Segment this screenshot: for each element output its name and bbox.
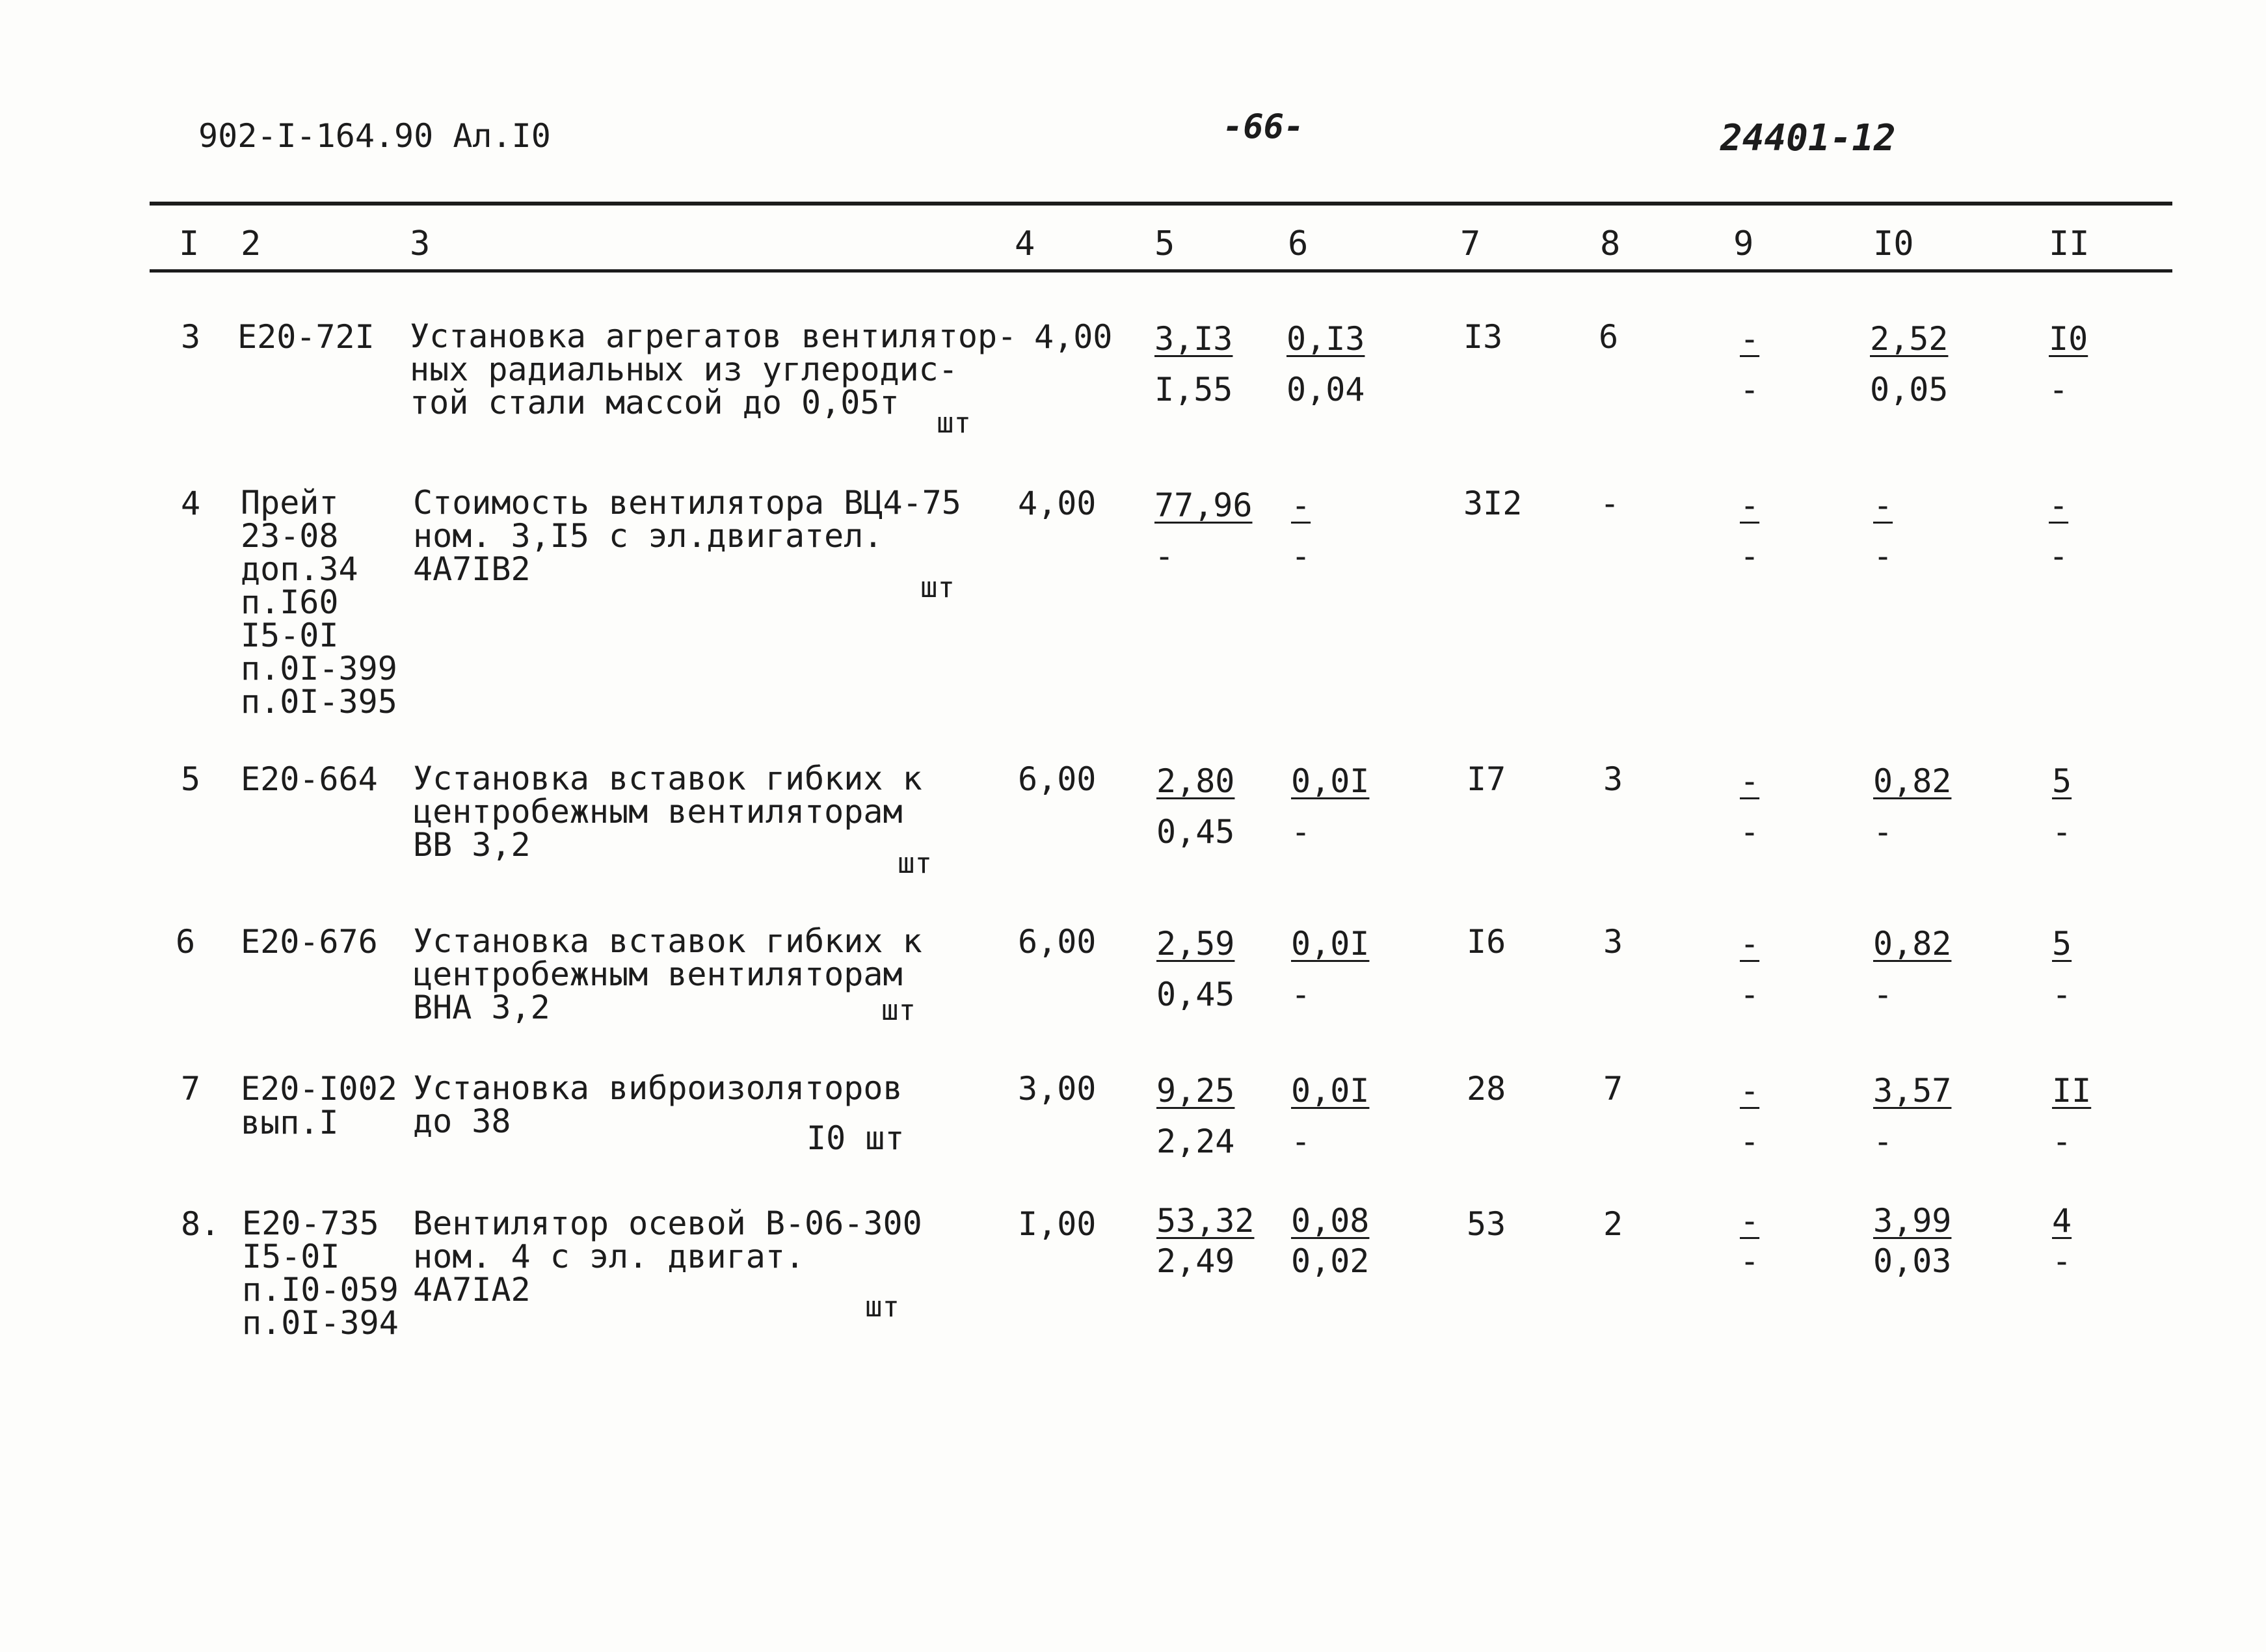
col9-values: - - bbox=[1740, 320, 1760, 408]
work-description: Установка вставок гибких к центробежным вентиляторам ВВ 3,2 bbox=[413, 760, 922, 864]
col11-values: - - bbox=[2049, 486, 2069, 575]
col9-values: - - bbox=[1740, 762, 1760, 851]
col5-values: $\frac{2,59}{0,45}$ bbox=[1156, 925, 1235, 1013]
column-number: I bbox=[179, 224, 200, 263]
quantity: 3,00 bbox=[1018, 1070, 1097, 1108]
document-code: 902-I-164.90 Ал.I0 bbox=[198, 117, 551, 155]
col10-values: $\frac{2,52}{0,05}$ bbox=[1870, 320, 1949, 408]
col5-values: $\frac{9,25}{2,24}$ bbox=[1156, 1072, 1235, 1160]
table-top-rule bbox=[150, 202, 2172, 206]
col6-values: 0,0I - bbox=[1291, 925, 1370, 1013]
col6-values: $\frac{0,I3}{0,04}$ bbox=[1286, 320, 1365, 408]
col11-values: 5 - bbox=[2052, 762, 2072, 851]
rate-code: Е20-I002 вып.I bbox=[241, 1070, 397, 1141]
work-description: Установка виброизоляторов до 38 bbox=[413, 1069, 903, 1140]
col7-value: I6 bbox=[1467, 923, 1506, 961]
rate-code: Прейт 23-08 доп.34 п.I60 I5-0I п.0I-399 п.0I-395 bbox=[241, 484, 397, 721]
col11-values: 4 - bbox=[2052, 1202, 2072, 1280]
row-number: 3 bbox=[181, 318, 201, 356]
col7-value: I7 bbox=[1467, 760, 1506, 798]
unit-of-measure: шт bbox=[881, 994, 916, 1027]
work-description: Вентилятор осевой В-06-300 ном. 4 с эл. двигат. 4А7IА2 bbox=[413, 1205, 922, 1309]
column-number: 7 bbox=[1460, 224, 1481, 263]
col10-values: - - bbox=[1873, 486, 1893, 575]
row-number: 8. bbox=[181, 1205, 220, 1243]
rate-code: Е20-72I bbox=[237, 318, 375, 356]
col7-value: I3 bbox=[1463, 318, 1503, 356]
col5-values: 77,96 - bbox=[1154, 486, 1253, 575]
col10-values: 3,57 - bbox=[1873, 1072, 1952, 1160]
rate-code: Е20-676 bbox=[241, 923, 378, 961]
unit-of-measure: шт bbox=[920, 571, 955, 604]
unit-of-measure: шт bbox=[865, 1290, 900, 1324]
col6-values: 0,0I - bbox=[1291, 1072, 1370, 1160]
page-number: -66- bbox=[1223, 107, 1305, 146]
col10-values: 0,82 - bbox=[1873, 925, 1952, 1013]
column-number: 4 bbox=[1015, 224, 1035, 263]
work-description: Стоимость вентилятора ВЦ4-75 ном. 3,I5 с эл.двигател. 4А7IВ2 bbox=[413, 484, 961, 588]
column-number: 5 bbox=[1154, 224, 1175, 263]
column-number: II bbox=[2049, 224, 2090, 263]
col5-values: $\frac{53,32}{2,49}$ bbox=[1156, 1202, 1255, 1280]
col8-value: 6 bbox=[1599, 318, 1619, 356]
unit-of-measure: I0 шт bbox=[806, 1119, 905, 1157]
col11-values: 5 - bbox=[2052, 925, 2072, 1013]
column-number: 2 bbox=[241, 224, 261, 263]
col7-value: 53 bbox=[1467, 1205, 1506, 1243]
col11-values: II - bbox=[2052, 1072, 2092, 1160]
unit-of-measure: шт bbox=[937, 406, 971, 440]
row-number: 4 bbox=[181, 485, 201, 522]
quantity: I,00 bbox=[1018, 1205, 1097, 1243]
col11-values: I0 - bbox=[2049, 320, 2088, 408]
sheet-code: 24401-12 bbox=[1720, 117, 1896, 159]
col8-value: 7 bbox=[1603, 1070, 1623, 1108]
unit-of-measure: шт bbox=[898, 847, 932, 880]
col10-values: $\frac{3,99}{0,03}$ bbox=[1873, 1202, 1952, 1280]
rate-code: Е20-664 bbox=[241, 760, 378, 798]
col6-values: 0,0I - bbox=[1291, 762, 1370, 851]
work-description: Установка агрегатов вентилятор- ных радиальных из углеродис- той стали массой до 0,05т bbox=[410, 317, 1017, 421]
col9-values: - - bbox=[1740, 1072, 1760, 1160]
col5-values: $\frac{2,80}{0,45}$ bbox=[1156, 762, 1235, 851]
work-description: Установка вставок гибких к центробежным вентиляторам ВНА 3,2 bbox=[413, 922, 922, 1026]
column-number: 6 bbox=[1288, 224, 1309, 263]
col6-values: - - bbox=[1291, 486, 1311, 575]
quantity: 6,00 bbox=[1018, 923, 1097, 961]
col8-value: 3 bbox=[1603, 923, 1623, 961]
quantity: 6,00 bbox=[1018, 760, 1097, 798]
row-number: 6 bbox=[176, 923, 196, 961]
column-number: I0 bbox=[1873, 224, 1914, 263]
col8-value: 2 bbox=[1603, 1205, 1623, 1243]
col6-values: $\frac{0,08}{0,02}$ bbox=[1291, 1202, 1370, 1280]
rate-code: Е20-735 I5-0I п.I0-059 п.0I-394 bbox=[242, 1205, 399, 1342]
col9-values: - - bbox=[1740, 1202, 1760, 1280]
col5-values: $\frac{3,I3}{I,55}$ bbox=[1154, 320, 1233, 408]
quantity: 4,00 bbox=[1034, 318, 1113, 356]
column-number: 3 bbox=[410, 224, 431, 263]
col7-value: 3I2 bbox=[1463, 485, 1523, 522]
row-number: 5 bbox=[181, 760, 201, 798]
col10-values: 0,82 - bbox=[1873, 762, 1952, 851]
row-number: 7 bbox=[181, 1070, 201, 1108]
col7-value: 28 bbox=[1467, 1070, 1506, 1108]
col9-values: - - bbox=[1740, 925, 1760, 1013]
column-number: 9 bbox=[1733, 224, 1754, 263]
column-number: 8 bbox=[1600, 224, 1621, 263]
header-bottom-rule bbox=[150, 269, 2172, 273]
col8-value: 3 bbox=[1603, 760, 1623, 798]
col9-values: - - bbox=[1740, 486, 1760, 575]
quantity: 4,00 bbox=[1018, 485, 1097, 522]
col8-value: - bbox=[1600, 485, 1620, 522]
